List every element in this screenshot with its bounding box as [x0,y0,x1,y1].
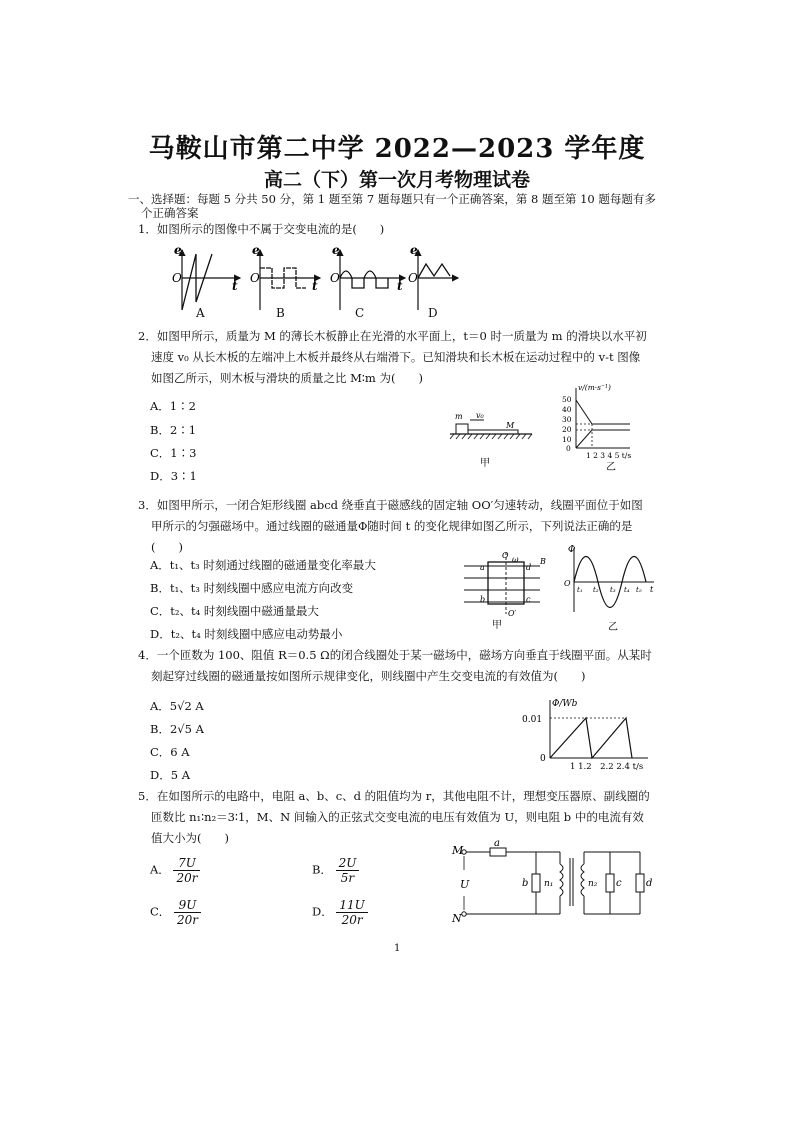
q5-option-c-letter: C． [150,904,171,919]
q2-fig-m: m [455,412,463,421]
q2-fig-b-ytick-50: 50 [562,395,572,404]
q1-label-a: A [196,306,205,320]
q3-fig-phi: Φ [568,545,576,555]
q2-fig-a-caption: 甲 [480,458,490,468]
q3-fig-t4: t₄ [624,586,630,594]
q4-line2: 刻起穿过线圈的磁通量按如图所示规律变化，则线圈中产生交变电流的有效值为( ) [151,669,586,683]
q2-fig-v0: v₀ [476,411,484,420]
q5-option-a-num: 7U [173,856,200,871]
q1-graph-d [408,243,458,310]
q2-option-c[interactable]: C．1∶3 [150,446,197,460]
q5-option-d-letter: D． [312,904,333,919]
q5-option-c-num: 9U [174,898,201,913]
q4-fig-origin: 0 [540,754,546,764]
section-heading-line1: 一、选择题：每题 5 分共 50 分，第 1 题至第 7 题每题只有一个正确答案，第 8 题至第 10 题每题有多 [128,192,656,206]
q1-graph-b [250,243,320,310]
q4-fig-xticks: 1 1.2 2.2 2.4 t/s [570,762,644,772]
q4-option-b[interactable]: B．2√5 A [150,722,204,736]
q5-fig-b: b [522,878,529,889]
q3-fig-B: B [540,557,546,566]
q3-option-d[interactable]: D．t₂、t₄ 时刻线圈中感应电动势最小 [150,627,343,641]
q5-option-d-den: 20r [341,913,363,927]
q5-fig-n2: n₂ [588,879,598,889]
q3-option-c[interactable]: C．t₂、t₄ 时刻线圈中磁通量最大 [150,604,319,618]
q2-stem [138,326,678,389]
q3-fig-a-caption: 甲 [492,620,502,631]
q2-fig-b-ytick-10: 10 [562,435,572,444]
q2-line1: 2．如图甲所示，质量为 M 的薄长木板静止在光滑的水平面上，t＝0 时一质量为 m 的滑块以水平初 [138,329,647,343]
q3-fig-c: c [526,595,531,604]
q4-option-c[interactable]: C．6 A [150,745,190,759]
q3-fig-O2: O′ [508,609,517,618]
q1-d-axis-e: e [410,243,418,257]
q2-fig-b-ylabel: v/(m·s⁻¹) [578,383,611,392]
q2-line2: 速度 v₀ 从长木板的左端冲上木板并最终从右端滑下。已知滑块和长木板在运动过程中的 v-t 图像 [151,350,641,364]
page-number: 1 [394,943,401,954]
section-heading [128,192,688,220]
q4-line1: 4．一个匝数为 100、阻值 R＝0.5 Ω的闭合线圈处于某一磁场中，磁场方向垂直于线圈平面。从某时 [138,648,652,662]
q2-option-a[interactable]: A．1∶2 [150,399,196,413]
q5-option-b-letter: B． [312,862,332,877]
q3-fig-t1: t₁ [577,586,583,594]
q1-d-origin: O [408,271,418,285]
q1-c-axis-t: t [397,279,403,293]
q2-fig-b-ytick-20: 20 [562,425,572,434]
q2-figure-b [556,382,666,472]
q4-stem [138,645,678,687]
q5-option-b-den: 5r [340,871,355,885]
q3-fig-b: b [480,595,486,604]
q3-fig-t2: t₂ [593,586,599,594]
q3-option-a[interactable]: A．t₁、t₃ 时刻通过线圈的磁通量变化率最大 [150,558,376,572]
q3-line2: 甲所示的匀强磁场中。通过线圈的磁通量Φ随时间 t 的变化规律如图乙所示，下列说法正确的是 [151,519,633,533]
q2-fig-b-caption: 乙 [606,462,616,472]
q5-line1: 5．在如图所示的电路中，电阻 a、b、c、d 的阻值均为 r，其他电阻不计，理想变压器原、副线圈的 [138,789,650,803]
q5-option-c[interactable] [150,898,201,927]
exam-title: 高二（下）第一次月考物理试卷 [263,169,530,191]
q4-figure [520,694,680,774]
q3-fig-b-O: O [564,579,571,588]
q5-fig-a: a [494,838,500,849]
q3-fig-t3: t₃ [610,586,616,594]
q2-fig-M: M [506,421,515,430]
q4-option-d[interactable]: D．5 A [150,768,190,782]
q1-a-origin: O [172,271,182,285]
q4-fig-ytick: 0.01 [522,715,543,725]
q5-circuit [448,838,668,928]
q3-fig-O: O [502,551,509,560]
q5-fig-U: U [460,878,470,891]
q1-stem: 1．如图所示的图像中不属于交变电流的是( ) [138,222,385,236]
q1-label-b: B [276,306,285,320]
q1-graph-a [172,243,240,310]
q5-option-b[interactable] [312,856,359,885]
school-title: 马鞍山市第二中学 2022—2023 学年度 [148,134,646,164]
q1-c-origin: O [330,271,340,285]
q1-label-d: D [428,306,438,320]
q3-figure-b [560,544,660,634]
q3-fig-a: a [480,563,485,572]
q1-b-origin: O [250,271,260,285]
q1-c-axis-e: e [332,243,340,257]
q3-option-b[interactable]: B．t₁、t₃ 时刻线圈中感应电流方向改变 [150,581,354,595]
q2-fig-b-ytick-30: 30 [562,415,572,424]
q3-fig-t: t [650,585,654,594]
q1-graphs [160,240,460,320]
q3-fig-omega: ω [512,555,519,564]
q5-line3: 值大小为( ) [151,831,229,845]
q3-line3: ( ) [151,540,183,554]
q5-fig-N: N [452,912,462,925]
q5-fig-n1: n₁ [544,879,554,889]
section-heading-line2: 个正确答案 [141,206,199,220]
q1-a-axis-e: e [174,243,182,257]
q2-option-d[interactable]: D．3∶1 [150,469,197,483]
q2-fig-b-ytick-40: 40 [562,405,572,414]
q5-option-d[interactable] [312,898,368,927]
q5-option-b-num: 2U [336,856,360,871]
q3-line1: 3．如图甲所示，一闭合矩形线圈 abcd 绕垂直于磁感线的固定轴 OO′匀速转动，线圈平面位于如图 [138,498,643,512]
q3-figure-a [460,548,550,632]
q5-fig-M: M [452,844,464,857]
q2-line3: 如图乙所示，则木板与滑块的质量之比 M∶m 为( ) [151,371,423,385]
q5-fig-d: d [646,878,653,889]
q1-b-axis-e: e [252,243,260,257]
q1-a-axis-t: t [232,279,238,293]
q4-fig-ylabel: Φ/Wb [552,699,578,709]
q5-option-a-letter: A． [150,862,170,877]
q3-fig-b-caption: 乙 [608,622,618,633]
q5-line2: 匝数比 n₁∶n₂＝3∶1，M、N 间输入的正弦式交变电流的电压有效值为 U，则电阻 b 中的电流有效 [151,810,644,824]
q1-graph-c [330,243,405,310]
q2-fig-b-xticks: 1 2 3 4 5 t/s [586,451,632,460]
q4-option-a[interactable]: A．5√2 A [150,699,204,713]
q5-option-c-den: 20r [176,913,198,927]
q5-fig-c: c [616,878,622,889]
q1-label-c: C [355,306,365,320]
q5-option-a-den: 20r [176,871,198,885]
q2-option-b[interactable]: B．2∶1 [150,423,197,437]
q1-b-axis-t: t [312,279,318,293]
q3-fig-t5: t₅ [636,586,642,594]
q2-figure-a [448,406,538,468]
q3-fig-d: d [526,563,532,572]
q2-fig-b-ytick-0: 0 [566,444,571,453]
q5-option-a[interactable] [150,856,200,885]
q5-option-d-num: 11U [336,898,367,913]
